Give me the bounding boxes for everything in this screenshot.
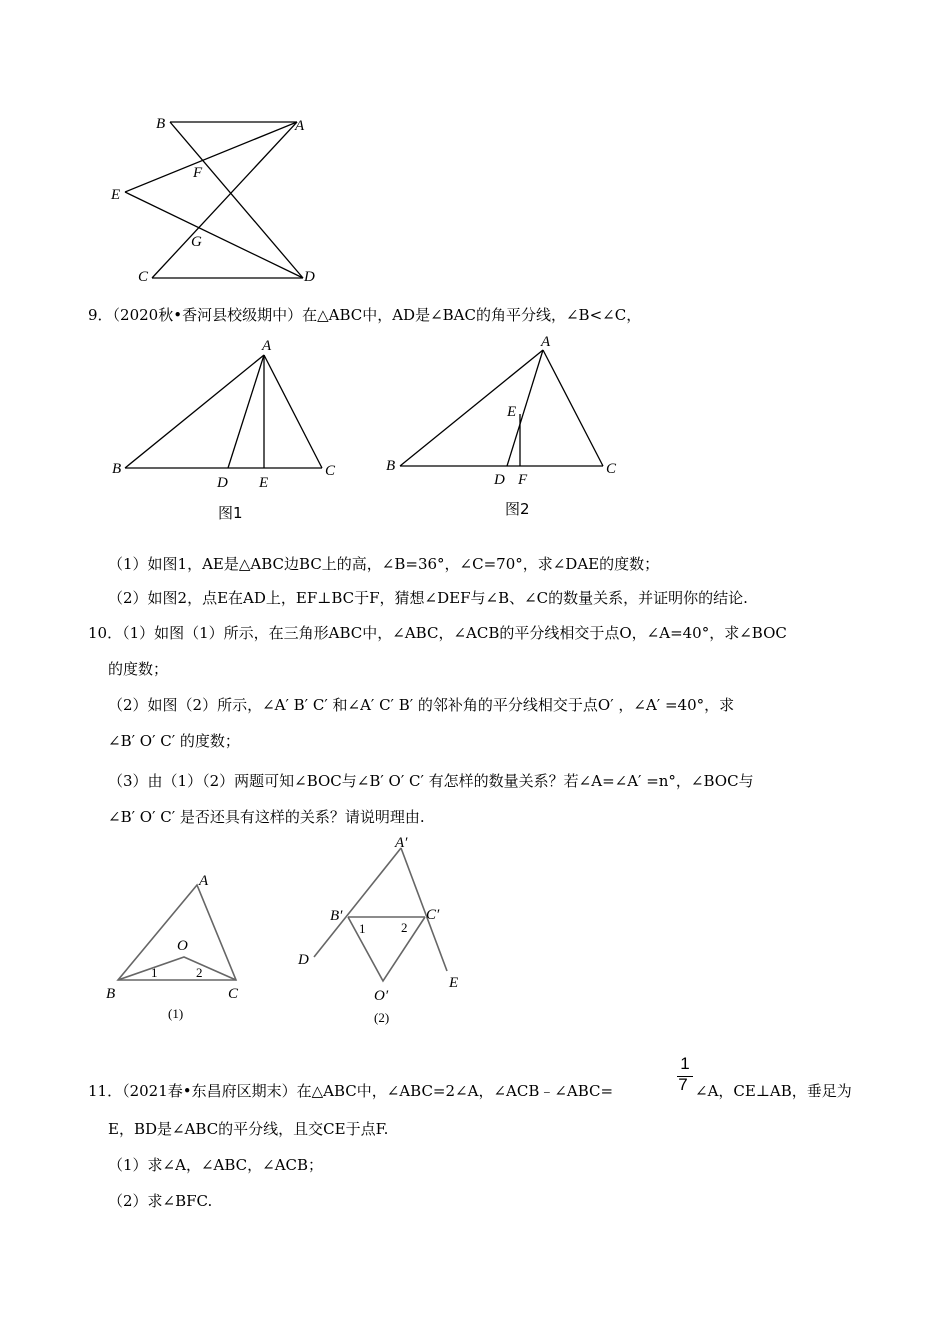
caption-1: (1) <box>168 1006 184 1021</box>
label-F: F <box>518 472 528 488</box>
q10-line6: ∠B′ O′ C′ 是否还具有这样的关系？请说明理由. <box>108 808 425 826</box>
segment-AC-extended <box>401 848 447 971</box>
q9-stem <box>88 305 641 325</box>
label-C: C <box>138 269 149 285</box>
segment-AC <box>152 122 297 278</box>
q10-line2: 的度数； <box>108 660 169 678</box>
q9-stem-text: 在△ABC中，AD是∠BAC的角平分线，∠B<∠C， <box>302 306 642 324</box>
label-E: E <box>507 404 517 420</box>
q10-line1: 10．（1）如图（1）所示，在三角形ABC中，∠ABC，∠ACB的平分线相交于点O，∠A=40°，求∠BOC <box>88 624 787 642</box>
label-A: A <box>262 338 272 354</box>
figure-q8 <box>0 0 950 300</box>
label-G: G <box>191 234 202 250</box>
segment-BD <box>170 122 303 278</box>
label-B: B <box>112 461 122 477</box>
label-E: E <box>449 975 459 991</box>
label-E: E <box>111 187 121 203</box>
segment-AB <box>400 350 543 466</box>
q11-line1b: ∠A，CE⊥AB，垂足为 <box>695 1082 852 1100</box>
q9-source: （2020秋•香河县校级期中） <box>112 306 303 324</box>
fraction-numerator: 1 <box>680 1054 690 1073</box>
label-angle-2: 2 <box>196 965 203 980</box>
label-C: C <box>228 986 239 1002</box>
label-A: A <box>295 118 305 134</box>
label-A: A <box>541 334 551 350</box>
label-E: E <box>259 475 269 491</box>
segment-AB-extended <box>314 848 401 957</box>
label-D: D <box>304 269 315 285</box>
q11-part1: （1）求∠A，∠ABC，∠ACB； <box>108 1156 324 1174</box>
label-B: B <box>156 116 166 132</box>
label-angle-2: 2 <box>401 920 408 935</box>
label-angle-1: 1 <box>151 965 158 980</box>
label-F: F <box>193 165 203 181</box>
label-A: A <box>199 873 209 889</box>
figure-q9-2 <box>0 330 950 530</box>
q10-line3: （2）如图（2）所示，∠A′ B′ C′ 和∠A′ C′ B′ 的邻补角的平分线相交于点O′ ，∠A′ =40°，求 <box>108 696 735 714</box>
q9-part1: （1）如图1，AE是△ABC边BC上的高，∠B=36°，∠C=70°，求∠DAE的度数； <box>108 555 660 573</box>
q10-line5: （3）由（1）（2）两题可知∠BOC与∠B′ O′ C′ 有怎样的数量关系？若∠A=∠A′ =n°，∠BOC与 <box>108 772 754 790</box>
caption-fig2: 图2 <box>505 500 530 518</box>
q10-line4: ∠B′ O′ C′ 的度数； <box>108 732 240 750</box>
label-O: O′ <box>374 988 389 1004</box>
label-D: D <box>298 952 309 968</box>
label-B: B <box>386 458 396 474</box>
label-C: C <box>606 461 617 477</box>
q11-line2: E，BD是∠ABC的平分线，且交CE于点F. <box>108 1120 389 1138</box>
label-O: O <box>177 938 188 954</box>
q9-number: 9． <box>88 306 113 324</box>
caption-fig1: 图1 <box>218 504 243 522</box>
fraction-denominator: 7 <box>678 1075 688 1094</box>
q11-line1a: 11．（2021春•东昌府区期末）在△ABC中，∠ABC=2∠A，∠ACB﹣∠ABC= <box>88 1082 614 1100</box>
label-C: C <box>325 463 336 479</box>
caption-2: (2) <box>374 1010 390 1025</box>
label-B: B <box>106 986 116 1002</box>
figure-q10-2 <box>0 835 950 1040</box>
segment-EA <box>125 122 297 192</box>
label-D: D <box>494 472 505 488</box>
label-A: A′ <box>395 835 408 851</box>
label-B: B′ <box>330 908 343 924</box>
label-C: C′ <box>426 907 440 923</box>
q9-part2: （2）如图2，点E在AD上，EF⊥BC于F，猜想∠DEF与∠B、∠C的数量关系，并证明你的结论. <box>108 589 748 607</box>
q11-part2: （2）求∠BFC. <box>108 1192 213 1210</box>
segment-AC <box>543 350 603 466</box>
label-D: D <box>217 475 228 491</box>
segment-ED <box>125 192 303 278</box>
label-angle-1: 1 <box>359 921 366 936</box>
